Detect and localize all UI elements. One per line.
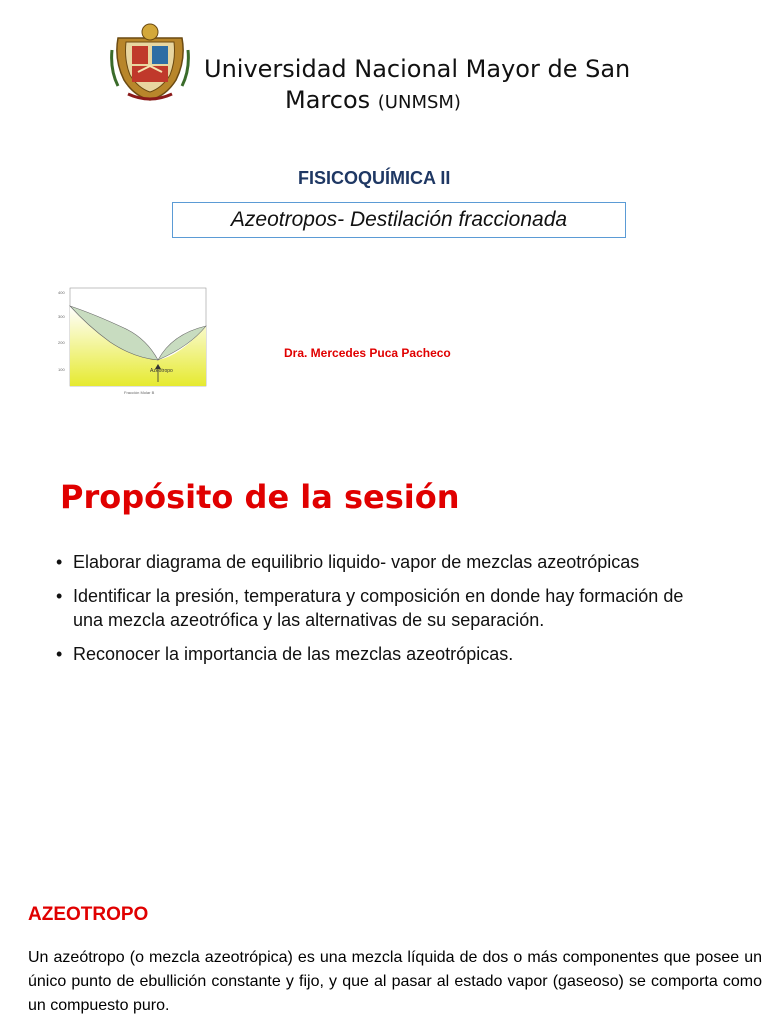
university-name: Universidad Nacional Mayor de San xyxy=(204,55,631,83)
purpose-list xyxy=(56,550,696,676)
purpose-heading: Propósito de la sesión xyxy=(60,478,460,516)
list-item-text: Identificar la presión, temperatura y composición en donde hay formación de una mezcla azeotrófica y las alternativas de su separación. xyxy=(73,586,684,630)
y-tick-label: 300 xyxy=(58,314,65,319)
university-abbreviation: (UNMSM) xyxy=(377,92,461,113)
azeotrope-definition: Un azeótropo (o mezcla azeotrópica) es una mezcla líquida de dos o más componentes que posee un único punto de ebullición constante y fijo, y que al pasar al estado vapor (gaseoso) se comporta como un compuesto puro. xyxy=(28,949,762,1014)
list-item xyxy=(56,550,696,574)
azeotrope-diagram xyxy=(54,284,212,396)
university-name-end: Marcos xyxy=(285,86,371,114)
y-tick-label: 100 xyxy=(58,367,65,372)
y-tick-label: 400 xyxy=(58,290,65,295)
list-item-text: Reconocer la importancia de las mezclas azeotrópicas. xyxy=(73,644,514,664)
university-name-continued xyxy=(285,86,461,114)
list-item-text: Elaborar diagrama de equilibrio liquido- vapor de mezclas azeotrópicas xyxy=(73,552,640,572)
bullet-dot: • xyxy=(56,644,63,664)
list-item xyxy=(56,584,696,632)
list-item xyxy=(56,642,696,666)
azeotrope-label: Azeotropo xyxy=(150,368,173,374)
y-tick-label: 200 xyxy=(58,340,65,345)
bullet-dot: • xyxy=(56,552,63,572)
topic-title: Azeotropos- Destilación fraccionada xyxy=(230,208,568,231)
topic-box xyxy=(172,202,626,238)
course-title: FISICOQUÍMICA II xyxy=(298,168,451,188)
azeotrope-heading: AZEOTROPO xyxy=(28,904,149,925)
university-seal-logo xyxy=(110,20,190,104)
bullet-dot: • xyxy=(56,586,63,606)
author-name: Dra. Mercedes Puca Pacheco xyxy=(284,346,451,360)
x-axis-label: Fracción Molar B xyxy=(124,390,155,395)
